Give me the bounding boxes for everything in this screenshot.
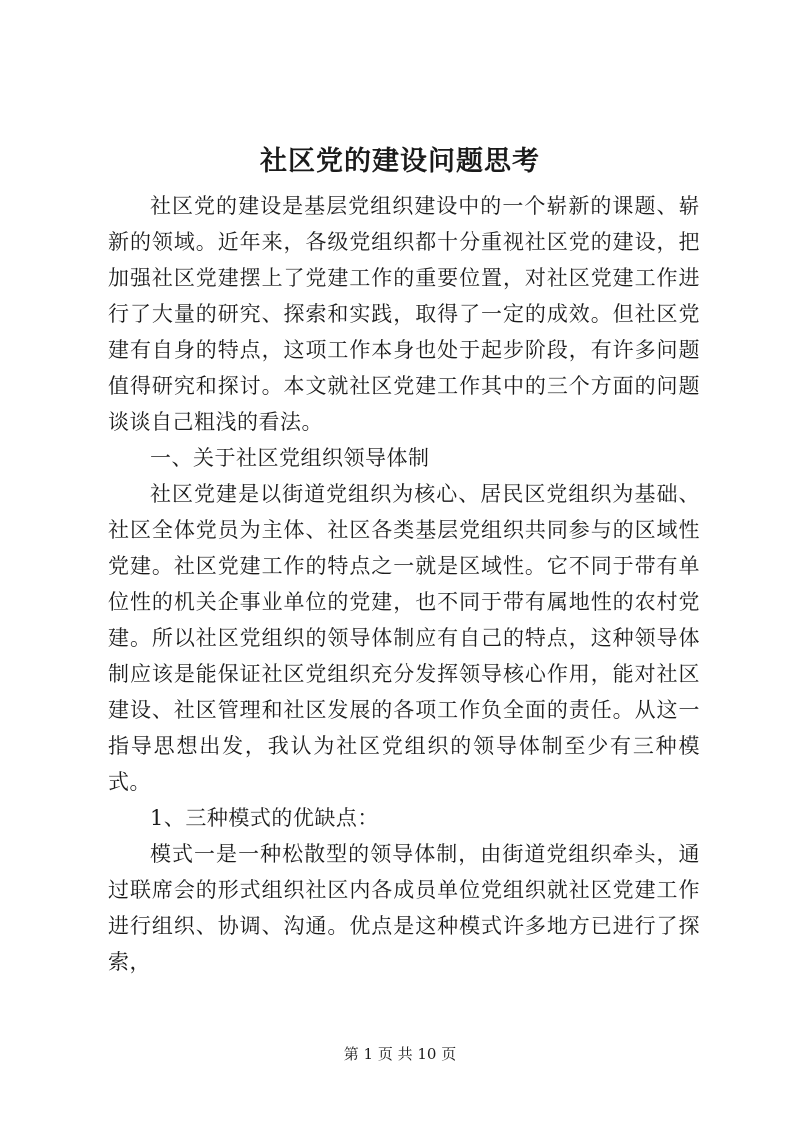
subheading-three-models: 1、三种模式的优缺点： — [150, 806, 379, 830]
paragraph-model-one: 模式一是一种松散型的领导体制，由街道党组织牵头，通过联席会的形式组织社区内各成员单位党组织就社区党建工作进行组织、协调、沟通。优点是这种模式许多地方已进行了探索， — [108, 842, 700, 974]
page-number-footer: 第 1 页 共 10 页 — [343, 1045, 457, 1063]
document-title: 社区党的建设问题思考 — [260, 146, 540, 177]
section-heading-leadership-system: 一、关于社区党组织领导体制 — [150, 446, 430, 470]
document-body — [108, 188, 700, 980]
paragraph-community-party-building: 社区党建是以街道党组织为核心、居民区党组织为基础、社区全体党员为主体、社区各类基层党组织共同参与的区域性党建。社区党建工作的特点之一就是区域性。它不同于带有单位性的机关企事业单位的党建，也不同于带有属地性的农村党建。所以社区党组织的领导体制应有自己的特点，这种领导体制应该是能保证社区党组织充分发挥领导核心作用，能对社区建设、社区管理和社区发展的各项工作负全面的责任。从这一指导思想出发，我认为社区党组织的领导体制至少有三种模式。 — [108, 482, 700, 794]
paragraph-intro: 社区党的建设是基层党组织建设中的一个崭新的课题、崭新的领域。近年来，各级党组织都十分重视社区党的建设，把加强社区党建摆上了党建工作的重要位置，对社区党建工作进行了大量的研究、探索和实践，取得了一定的成效。但社区党建有自身的特点，这项工作本身也处于起步阶段，有许多问题值得研究和探讨。本文就社区党建工作其中的三个方面的问题谈谈自己粗浅的看法。 — [108, 194, 700, 434]
